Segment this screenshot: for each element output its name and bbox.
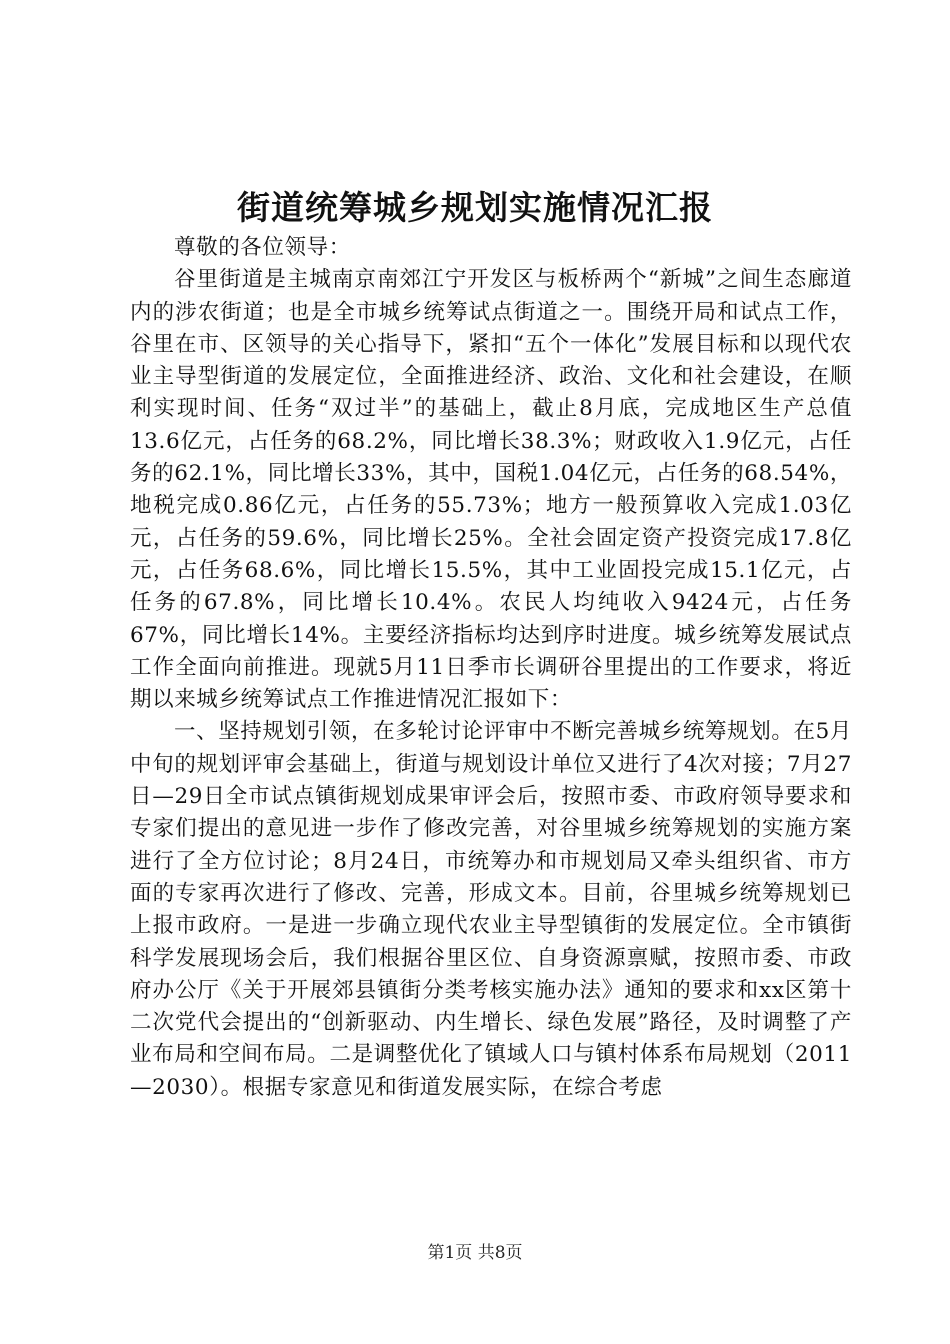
page-indicator: 第1页 共8页	[427, 1243, 523, 1263]
page-footer	[0, 1241, 950, 1265]
salutation: 尊敬的各位领导：	[174, 235, 351, 260]
paragraph-intro: 谷里街道是主城南京南郊江宁开发区与板桥两个“新城”之间生态廊道内的涉农街道；也是全市城乡统筹试点街道之一。围绕开局和试点工作，谷里在市、区领导的关心指导下，紧扣“五个一体化”发展目标和以现代农业主导型街道的发展定位，全面推进经济、政治、文化和社会建设，在顺利实现时间、任务“双过半”的基础上，截止8月底，完成地区生产总值13.6亿元，占任务的68.2%，同比增长38.3%；财政收入1.9亿元，占任务的62.1%，同比增长33%，其中，国税1.04亿元，占任务的68.54%，地税完成0.86亿元，占任务的55.73%；地方一般预算收入完成1.03亿元，占任务的59.6%，同比增长25%。全社会固定资产投资完成17.8亿元，占任务68.6%，同比增长15.5%，其中工业固投完成15.1亿元，占任务的67.8%，同比增长10.4%。农民人均纯收入9424元，占任务67%，同比增长14%。主要经济指标均达到序时进度。城乡统筹发展试点工作全面向前推进。现就5月11日季市长调研谷里提出的工作要求，将近期以来城乡统筹试点工作推进情况汇报如下：	[130, 267, 852, 713]
paragraph-section-one: 一、坚持规划引领，在多轮讨论评审中不断完善城乡统筹规划。在5月中旬的规划评审会基础上，街道与规划设计单位又进行了4次对接；7月27日—29日全市试点镇街规划成果审评会后，按照市委、市政府领导要求和专家们提出的意见进一步作了修改完善，对谷里城乡统筹规划的实施方案进行了全方位讨论；8月24日，市统筹办和市规划局又牵头组织省、市方面的专家再次进行了修改、完善，形成文本。目前，谷里城乡统筹规划已上报市政府。一是进一步确立现代农业主导型镇街的发展定位。全市镇街科学发展现场会后，我们根据谷里区位、自身资源禀赋，按照市委、市政府办公厅《关于开展郊县镇街分类考核实施办法》通知的要求和xx区第十二次党代会提出的“创新驱动、内生增长、绿色发展”路径，及时调整了产业布局和空间布局。二是调整优化了镇域人口与镇村体系布局规划（2011—2030）。根据专家意见和街道发展实际，在综合考虑	[130, 719, 852, 1100]
page-title: 街道统筹城乡规划实施情况汇报	[237, 188, 713, 227]
document-body	[130, 232, 852, 1104]
